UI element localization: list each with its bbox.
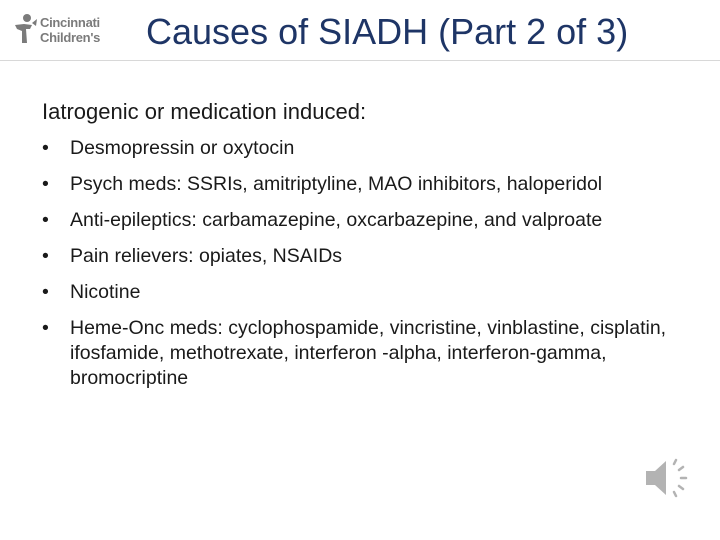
list-item: • Psych meds: SSRIs, amitriptyline, MAO inhibitors, haloperidol [42,173,603,195]
list-item: • Heme-Onc meds: cyclophospamide, vincristine, vinblastine, cisplatin, ifosfamide, methotrexate, interferon -alpha, interferon-gamma, bromocriptine [42,317,667,389]
logo-figure-icon [12,13,38,45]
logo-line-1: Cincinnati [40,15,100,30]
logo-text [40,15,100,45]
logo-line-2: Children's [40,30,101,45]
slide-body [42,98,692,402]
page-title: Causes of SIADH (Part 2 of 3) [146,11,629,52]
bullet-list [42,136,692,391]
list-item-text: Psych meds: SSRIs, amitriptyline, MAO inhibitors, haloperidol [70,173,603,195]
list-item: • Pain relievers: opiates, NSAIDs [42,245,343,267]
list-item: • Nicotine [42,281,141,303]
list-item-text: Desmopressin or oxytocin [70,137,295,159]
lead-text: Iatrogenic or medication induced: [42,99,367,124]
list-item: • Desmopressin or oxytocin [42,137,295,159]
slide-header [0,0,720,61]
list-item-text: Heme-Onc meds: cyclophospamide, vincristine, vinblastine, cisplatin, ifosfamide, methotrexate, interferon -alpha, interferon-gamma, bromocriptine [70,317,667,389]
speaker-icon[interactable] [640,452,692,504]
list-item-text: Nicotine [70,281,141,303]
list-item-text: Pain relievers: opiates, NSAIDs [70,245,343,267]
list-item: • Anti-epileptics: carbamazepine, oxcarbazepine, and valproate [42,209,603,231]
list-item-text: Anti-epileptics: carbamazepine, oxcarbazepine, and valproate [70,209,603,231]
cincinnati-childrens-logo [12,11,142,51]
